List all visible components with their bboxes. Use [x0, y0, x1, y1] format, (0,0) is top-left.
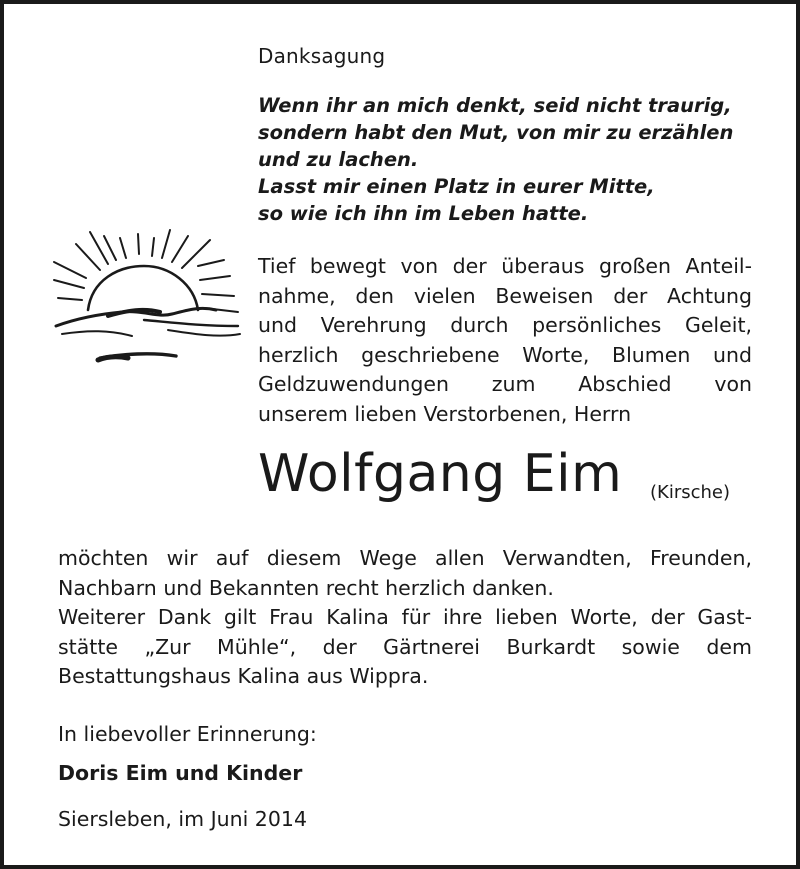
memory-line: In liebevoller Erinnerung:: [58, 722, 317, 746]
sunset-over-hills-icon: [48, 214, 248, 374]
poem-line: so wie ich ihn im Leben hatte.: [258, 202, 589, 225]
intro-line: nahme, den vielen Beweisen der Achtung: [258, 283, 752, 308]
poem-line: Wenn ihr an mich denkt, seid nicht traurig,: [258, 94, 732, 117]
poem: [258, 92, 778, 227]
place-date: Siersleben, im Juni 2014: [58, 807, 307, 831]
thanks-paragraph: [58, 544, 752, 692]
intro-paragraph: [258, 252, 752, 429]
intro-line: herzlich geschriebene Worte, Blumen und: [258, 342, 752, 367]
poem-line: sondern habt den Mut, von mir zu erzählen: [258, 121, 734, 144]
deceased-name: Wolfgang Eim: [258, 444, 623, 504]
intro-line: unserem lieben Verstorbenen, Herrn: [258, 401, 632, 426]
thanks-line: Nachbarn und Bekannten recht herzlich danken.: [58, 575, 554, 600]
thanks-line: möchten wir auf diesem Wege allen Verwandten, Freunden,: [58, 546, 752, 570]
poem-line: Lasst mir einen Platz in eurer Mitte,: [258, 175, 655, 198]
intro-line: Geldzuwendungen zum Abschied von: [258, 372, 752, 396]
intro-line: und Verehrung durch persönliches Geleit,: [258, 313, 752, 337]
thanks-line: Weiterer Dank gilt Frau Kalina für ihre lieben Worte, der Gast-: [58, 605, 752, 629]
poem-line: und zu lachen.: [258, 148, 419, 171]
notice-heading: Danksagung: [258, 44, 386, 68]
family-signature: Doris Eim und Kinder: [58, 761, 303, 785]
intro-line: Tief bewegt von der überaus großen Anteil-: [258, 254, 752, 278]
thanks-line: stätte „Zur Mühle“, der Gärtnerei Burkardt sowie dem: [58, 634, 752, 659]
deceased-nickname: (Kirsche): [650, 482, 731, 503]
thanks-line: Bestattungshaus Kalina aus Wippra.: [58, 664, 429, 688]
